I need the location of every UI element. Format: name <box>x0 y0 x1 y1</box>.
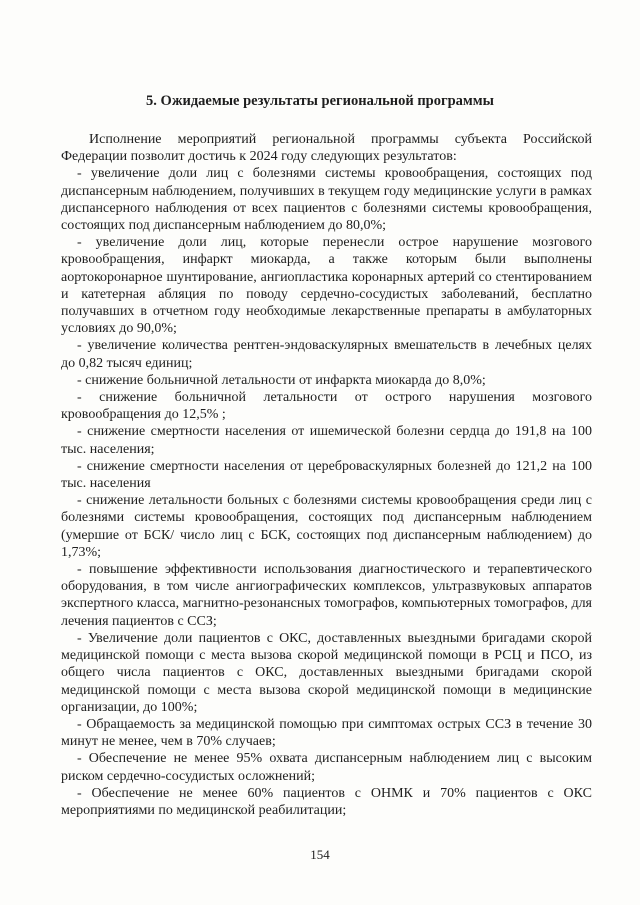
result-item: - снижение больничной летальности от инфаркта миокарда до 8,0%; <box>77 372 486 388</box>
result-item: - увеличение доли лиц, которые перенесли острое нарушение мозгового кровообращения, инфаркт миокарда, а также которым были выполнены аортокоронарное шунтирование, ангиопластика коронарных артерий со стентированием и катетерная абляция по поводу сердечно-сосудистых заболеваний, бесплатно получавших в отчетном году необходимые лекарственные препараты в амбулаторных условиях до 90,0%; <box>61 235 592 337</box>
result-item: - снижение больничной летальности от острого нарушения мозгового кровообращения до 12,5% ; <box>61 390 592 423</box>
intro-paragraph: Исполнение мероприятий региональной программы субъекта Российской Федерации позволит достичь к 2024 году следующих результатов: <box>61 132 592 165</box>
result-item: - Обращаемость за медицинской помощью при симптомах острых ССЗ в течение 30 минут не менее, чем в 70% случаев; <box>61 716 592 750</box>
document-body <box>61 131 592 819</box>
section-heading: 5. Ожидаемые результаты региональной программы <box>146 93 494 109</box>
result-item: - Увеличение доли пациентов с ОКС, доставленных выездными бригадами скорой медицинской помощи с места вызова скорой медицинской помощи в РСЦ и ПСО, из общего числа пациентов с ОКС, доставленных выездными бригадами скорой медицинской помощи с места вызова скорой медицинской помощи в медицинские организации, до 100%; <box>61 630 592 715</box>
result-item: - Обеспечение не менее 95% охвата диспансерным наблюдением лиц с высоким риском сердечно-сосудистых осложнений; <box>61 751 592 784</box>
result-item: - снижение смертности населения от цереброваскулярных болезней до 121,2 на 100 тыс. населения <box>61 458 592 492</box>
result-item: - Обеспечение не менее 60% пациентов с ОНМК и 70% пациентов с ОКС мероприятиями по медицинской реабилитации; <box>61 785 592 818</box>
result-item: - снижение смертности населения от ишемической болезни сердца до 191,8 на 100 тыс. населения; <box>61 424 592 457</box>
result-item: - увеличение доли лиц с болезнями системы кровообращения, состоящих под диспансерным наблюдением, получивших в текущем году медицинские услуги в рамках диспансерного наблюдения от всех пациентов с болезнями системы кровообращения, состоящих под диспансерным наблюдением до 80,0%; <box>61 166 592 234</box>
result-item: - увеличение количества рентген-эндоваскулярных вмешательств в лечебных целях до 0,82 тысяч единиц; <box>61 338 592 371</box>
result-item: - повышение эффективности использования диагностического и терапевтического оборудования, в том числе ангиографических комплексов, ультразвуковых аппаратов экспертного класса, магнитно-резонансных томографов, компьютерных томографов, для лечения пациентов с ССЗ; <box>61 562 592 629</box>
result-item: - снижение летальности больных с болезнями системы кровообращения среди лиц с болезнями системы кровообращения, состоящих под диспансерным наблюдением (умершие от БСК/ число лиц с БСК, состоящих под диспансерным наблюдением) до 1,73%; <box>61 493 592 560</box>
page-number: 154 <box>310 847 330 862</box>
